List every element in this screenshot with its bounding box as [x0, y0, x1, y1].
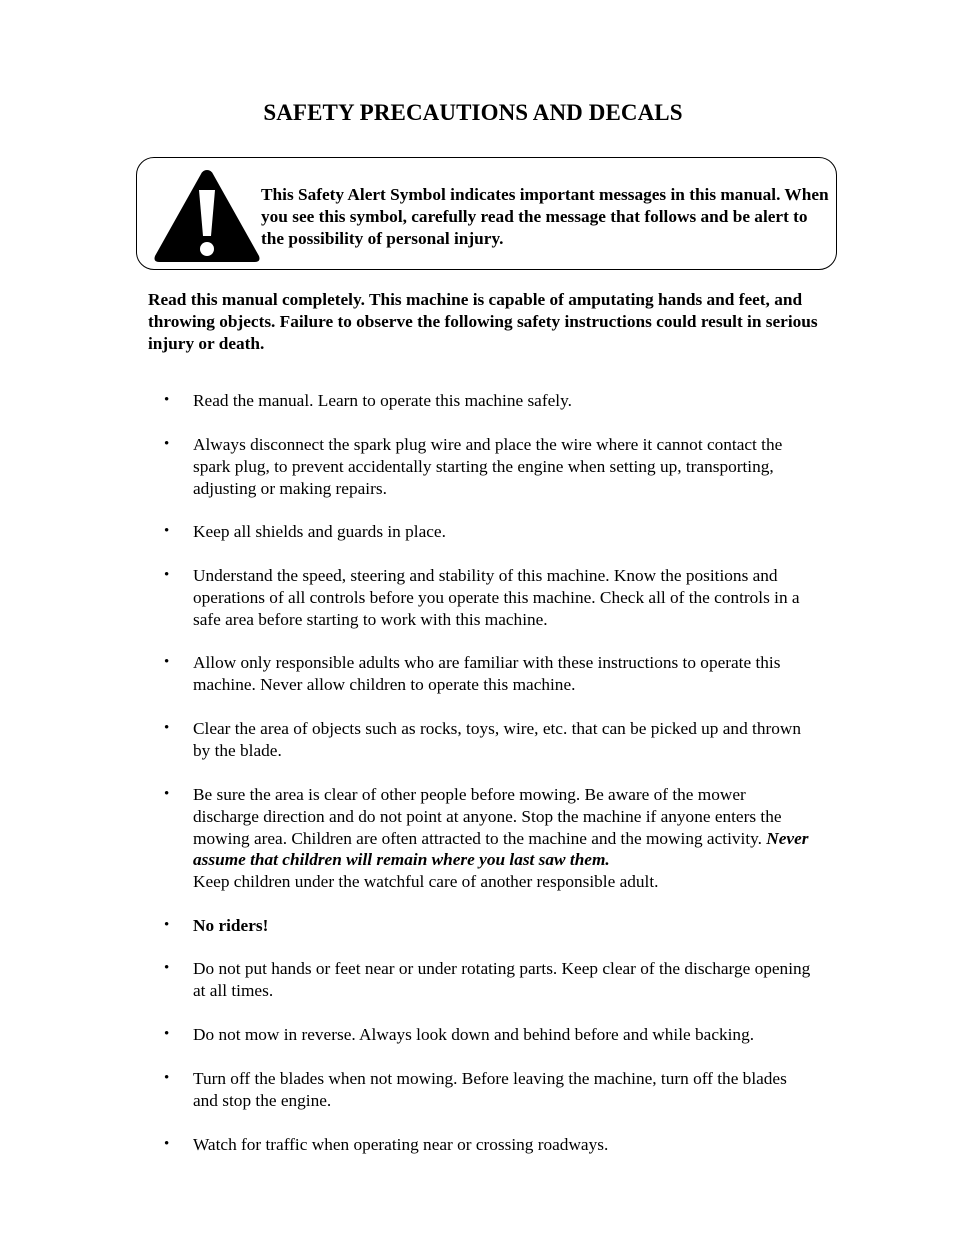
bullet-icon: • [164, 917, 170, 933]
bullet-icon: • [164, 436, 170, 452]
list-item-text-end: Keep children under the watchful care of another responsible adult. [193, 872, 659, 892]
bullet-icon: • [164, 786, 170, 802]
safety-alert-box [136, 157, 837, 270]
bullet-icon: • [164, 1136, 170, 1152]
list-item-text-start: Be sure the area is clear of other people before mowing. Be aware of the mower discharge direction and do not point at anyone. Stop the machine if anyone enters the mowing area. Children are often attracted to the machine and the mowing activity. [193, 785, 782, 848]
list-item-text: Do not put hands or feet near or under rotating parts. Keep clear of the discharge opening at all times. [193, 959, 811, 1000]
list-item-text: No riders! [193, 916, 269, 935]
list-item-text: Always disconnect the spark plug wire and place the wire where it cannot contact the spark plug, to prevent accidentally starting the engine when setting up, transporting, adjusting or making repairs. [193, 435, 783, 498]
intro-warning: Read this manual completely. This machine is capable of amputating hands and feet, and throwing objects. Failure to observe the following safety instructions could result in serious injury or death. [148, 290, 818, 353]
list-item-text: Do not mow in reverse. Always look down and behind before and while backing. [193, 1025, 755, 1044]
bullet-icon: • [164, 392, 170, 408]
bullet-icon: • [164, 654, 170, 670]
list-item-text [193, 784, 813, 893]
page-title: SAFETY PRECAUTIONS AND DECALS [263, 100, 683, 125]
bullet-icon: • [164, 1026, 170, 1042]
bullet-icon: • [164, 720, 170, 736]
list-item-text: Clear the area of objects such as rocks, toys, wire, etc. that can be picked up and thrown by the blade. [193, 719, 801, 760]
bullet-icon: • [164, 523, 170, 539]
bullet-icon: • [164, 567, 170, 583]
list-item-text: Keep all shields and guards in place. [193, 522, 446, 541]
list-item-text: Allow only responsible adults who are familiar with these instructions to operate this machine. Never allow children to operate this machine. [193, 653, 781, 694]
children-warning-emphasis: Never assume that children will remain where you last saw them. [193, 828, 809, 870]
safety-alert-text: This Safety Alert Symbol indicates important messages in this manual. When you see this symbol, carefully read the message that follows and be alert to the possibility of personal injury. [261, 185, 829, 248]
warning-triangle-icon [151, 166, 263, 266]
list-item-text: Understand the speed, steering and stability of this machine. Know the positions and operations of all controls before you operate this machine. Check all of the controls in a safe area before starting to work with this machine. [193, 566, 800, 629]
list-item-text: Watch for traffic when operating near or crossing roadways. [193, 1135, 609, 1154]
list-item-text: Turn off the blades when not mowing. Before leaving the machine, turn off the blades and stop the engine. [193, 1069, 787, 1110]
bullet-icon: • [164, 960, 170, 976]
bullet-icon: • [164, 1070, 170, 1086]
list-item-text: Read the manual. Learn to operate this machine safely. [193, 391, 572, 410]
